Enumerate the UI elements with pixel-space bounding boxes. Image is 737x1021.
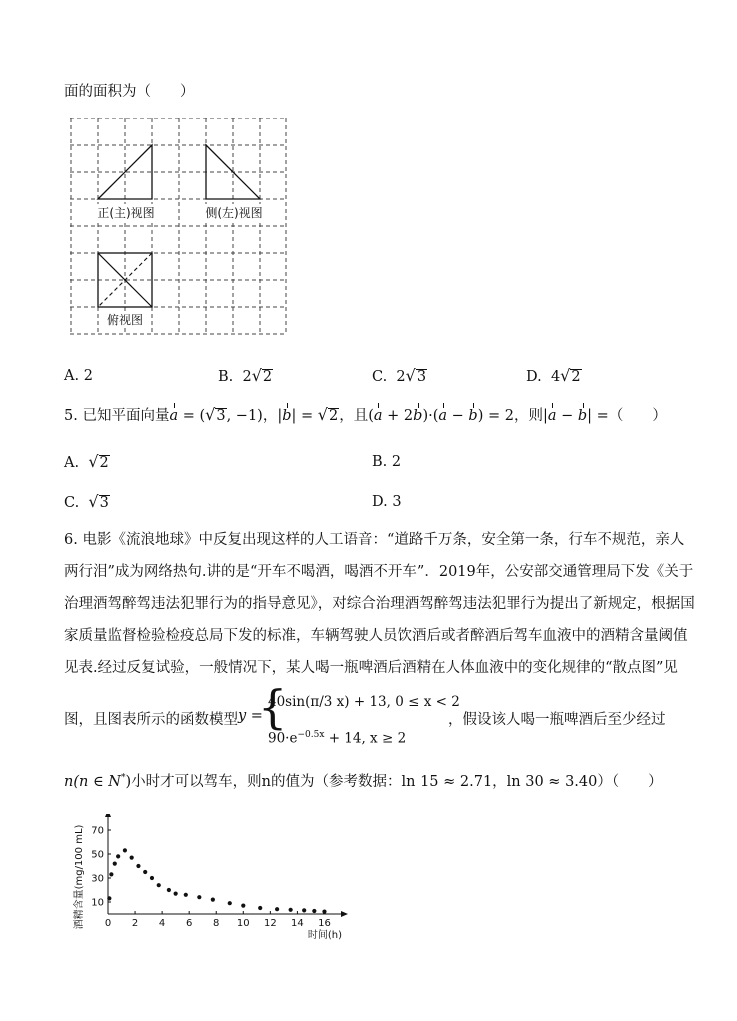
piecewise-y-eq: y = — [238, 708, 263, 724]
data-point — [211, 898, 215, 902]
piecewise-brace: { — [258, 680, 288, 734]
data-point — [130, 856, 134, 860]
data-point — [258, 906, 262, 910]
alcohol-scatter-chart — [70, 814, 360, 944]
data-point — [197, 895, 201, 899]
x-tick-label: 16 — [318, 918, 331, 929]
q5-option-a: A. √2 — [64, 452, 109, 471]
front-view-label: 正(主)视图 — [97, 206, 155, 220]
piecewise-case-2: $90\cdot e^{-0.5x} + 14$, x ≥ 2 — [268, 730, 407, 747]
q5-stem: 5. 已知平面向量a = (√3, −1)，|b| = √2，且(a + 2b)·(a − b) = 2，则|a − b| =（ ） — [64, 405, 667, 424]
x-tick-label: 14 — [291, 918, 304, 929]
y-tick-label: 10 — [91, 897, 104, 909]
x-tick-label: 10 — [236, 918, 250, 929]
data-point — [322, 910, 326, 914]
data-point — [167, 888, 171, 892]
data-point — [275, 907, 279, 911]
q6-line-5: 见表.经过反复试验，一般情况下，某人喝一瓶啤酒后酒精在人体血液中的变化规律的“散点图”见 — [64, 660, 678, 676]
data-point — [150, 876, 154, 880]
q4-option-c: C. 2√3 — [372, 366, 427, 385]
side-view-label: 侧(左)视图 — [205, 206, 263, 220]
q4-stem-tail: 面的面积为（ ） — [64, 84, 195, 100]
q6-line-6-end: ，假设该人喝一瓶啤酒后至少经过 — [448, 712, 666, 728]
x-tick-label: 0 — [104, 918, 112, 929]
y-tick-label: 50 — [91, 849, 104, 861]
data-point — [157, 883, 161, 887]
q6-line-7: n(n ∈ N*)小时才可以驾车，则n的值为（参考数据：ln 15 ≈ 2.71，ln 30 ≈ 3.40）（ ） — [64, 773, 663, 790]
data-point — [302, 908, 306, 912]
q5-option-b: B. 2 — [372, 454, 402, 470]
x-tick-label: 4 — [158, 918, 166, 929]
q6-line-2: 两行泪”成为网络热句.讲的是“开车不喝酒，喝酒不开车”．2019年，公安部交通管理局下发《关于 — [64, 564, 694, 580]
y-axis-label: 酒精含量(mg/100 mL) — [74, 824, 85, 930]
q5-option-c: C. √3 — [64, 492, 109, 511]
data-point — [174, 892, 178, 896]
x-axis-label: 时间(h) — [307, 930, 342, 941]
y-tick-label: 30 — [91, 873, 104, 885]
data-point — [241, 904, 245, 908]
x-tick-label: 12 — [263, 918, 277, 929]
three-view-grid — [70, 118, 290, 338]
q4-option-d: D. 4√2 — [526, 366, 581, 385]
x-tick-label: 8 — [213, 918, 220, 929]
top-view-label: 俯视图 — [106, 313, 144, 327]
data-point — [289, 908, 293, 912]
x-axis-arrow — [341, 911, 348, 917]
data-point — [109, 872, 113, 876]
piecewise-case-1: 40sin(π/3 x) + 13, 0 ≤ x < 2 — [268, 694, 460, 710]
data-point — [107, 896, 111, 900]
y-tick-label: 70 — [91, 825, 104, 837]
data-point — [184, 893, 188, 897]
q6-line-3: 治理酒驾醉驾违法犯罪行为的指导意见》，对综合治理酒驾醉驾违法犯罪行为提出了新规定，根据国 — [64, 596, 695, 612]
data-point — [136, 864, 140, 868]
q6-line-1: 6. 电影《流浪地球》中反复出现这样的人工语音：“道路千万条，安全第一条，行车不规范，亲人 — [64, 532, 685, 548]
data-point — [113, 862, 117, 866]
q4-option-b: B. 2√2 — [218, 366, 273, 385]
data-point — [312, 909, 316, 913]
q6-line-6-start: 图，且图表所示的函数模型 — [64, 712, 238, 728]
x-tick-label: 6 — [185, 918, 193, 929]
data-point — [116, 854, 120, 858]
y-axis-arrow — [105, 814, 111, 817]
data-point — [123, 848, 127, 852]
q5-option-d: D. 3 — [372, 494, 402, 510]
q6-line-4: 家质量监督检验检疫总局下发的标准，车辆驾驶人员饮酒后或者醉酒后驾车血液中的酒精含量阈值 — [64, 628, 688, 644]
data-point — [228, 901, 232, 905]
q4-option-a: A. 2 — [64, 368, 93, 384]
data-point — [143, 870, 147, 874]
x-tick-label: 2 — [131, 918, 139, 929]
